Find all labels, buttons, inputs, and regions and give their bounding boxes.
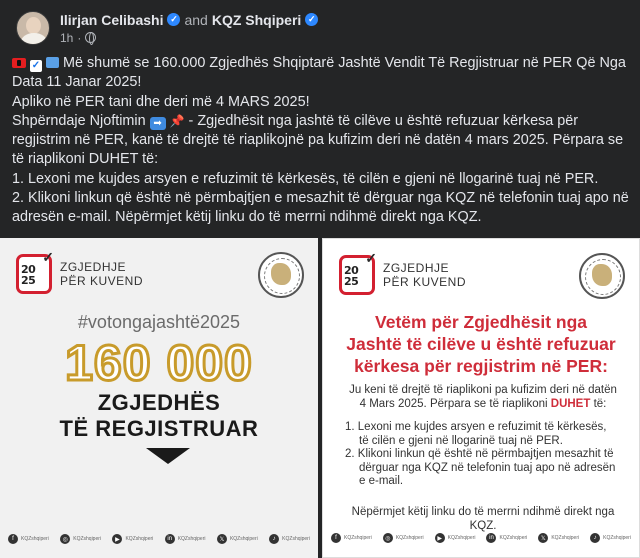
right-paragraph-1: Ju keni të drejtë të riaplikoni pa kufizim deri në datën 4 Mars 2025. Përpara se të riaplikoni DUHET të: (349, 384, 617, 410)
avatar[interactable] (16, 11, 50, 45)
linkedin-icon: in (165, 534, 175, 544)
post-line-1: Më shumë se 160.000 Zgjedhës Shqiptarë Jashtë Vendit Të Regjistruar në PER Që Nga Data 11 Janar 2025! (12, 55, 626, 91)
verified-badge-icon: ✓ (305, 13, 318, 26)
social-item: ◎ KQZshqiperi (60, 534, 101, 544)
arrow-right-icon: ➡ (150, 117, 166, 130)
logo-line-1: ZGJEDHJE (60, 260, 127, 274)
youtube-icon: ▶ (112, 534, 122, 544)
x-icon: 𝕏 (538, 533, 548, 543)
social-item: in KQZshqiperi (165, 534, 206, 544)
kqz-seal-icon (258, 252, 304, 298)
post-line-2: Apliko në PER tani dhe deri më 4 MARS 2025! (12, 93, 310, 110)
coauthor-name[interactable]: KQZ Shqiperi (211, 11, 302, 28)
post-body (12, 54, 632, 228)
share-label: Shpërndaje Njoftimin (12, 112, 146, 129)
post-item-1: 1. Lexoni me kujdes arsyen e refuzimit të kërkesës, të cilën e gjeni në llogarinë tuaj në PER. (12, 170, 599, 187)
post-images (0, 238, 640, 558)
hashtag: #votongajashtë2025 (77, 312, 241, 332)
right-title: Vetëm për Zgjedhësit nga Jashtë të cilëve u është refuzuar kërkesa për regjistrim në PER: (346, 312, 616, 376)
meta-separator: · (77, 30, 82, 45)
social-item: f KQZshqiperi (8, 534, 49, 544)
down-triangle-icon (146, 448, 190, 464)
checkbox-icon: ✓ (31, 60, 41, 71)
tiktok-icon: ♪ (590, 533, 600, 543)
verified-badge-icon: ✓ (167, 13, 180, 26)
ballot-box-icon (46, 57, 59, 68)
right-list-item: 1. Lexoni me kujdes arsyen e refuzimit të kërkesës, të cilën e gjeni në llogarinë tuaj në PER. (345, 421, 607, 447)
checkmark-icon: ✓ (42, 249, 54, 265)
social-item: f KQZshqiperi (331, 533, 372, 543)
right-paragraph-2: Nëpërmjet këtij linku do të merrni ndihmë direkt nga KQZ. (351, 506, 615, 532)
and-text: and (184, 11, 208, 28)
pushpin-icon: 📌 (169, 113, 185, 128)
tiktok-icon: ♪ (269, 534, 279, 544)
social-item: 𝕏 KQZshqiperi (217, 534, 258, 544)
election-logo: ✓ 20 25 ZGJEDHJE PËR KUVEND (339, 255, 466, 295)
author-name[interactable]: Ilirjan Celibashi (60, 11, 164, 28)
kqz-seal-icon (579, 253, 625, 299)
election-logo: ✓ 20 25 ZGJEDHJE PËR KUVEND (16, 254, 143, 294)
logo-line-1: ZGJEDHJE (383, 261, 450, 275)
subtitle-2: TË REGJISTRUAR (59, 416, 259, 441)
post-header (16, 8, 318, 48)
image-right[interactable] (322, 238, 640, 558)
social-item: ▶ KQZshqiperi (435, 533, 476, 543)
big-number: 160 000 (65, 335, 253, 391)
social-item: 𝕏 KQZshqiperi (538, 533, 579, 543)
instagram-icon: ◎ (60, 534, 70, 544)
facebook-icon: f (8, 534, 18, 544)
social-item: ♪ KQZshqiperi (590, 533, 631, 543)
social-item: ♪ KQZshqiperi (269, 534, 310, 544)
post-item-2: 2. Klikoni linkun që është në përmbajtjen e mesazhit të dërguar nga KQZ në telefonin tuaj apo në adresën e-mail. Nëpërmjet këtij linku do të merrni ndihmë direkt nga KQZ. (12, 190, 629, 226)
post-time[interactable]: 1h (60, 30, 74, 45)
post-line-3: - Zgjedhësit nga jashtë të cilëve u është refuzuar kërkesa për regjistrim në PER, kanë të drejtë të riaplikojnë pa kufizim deri në datën 4 mars 2025. Përpara se të riaplikoni DUHET të: (12, 112, 624, 168)
social-row (331, 533, 631, 543)
logo-line-2: PËR KUVEND (383, 275, 467, 289)
social-item: ▶ KQZshqiperi (112, 534, 153, 544)
subtitle-1: ZGJEDHËS (97, 390, 221, 415)
globe-icon[interactable] (85, 32, 96, 43)
albania-flag-icon (12, 58, 26, 68)
checkmark-icon: ✓ (365, 250, 377, 266)
linkedin-icon: in (486, 533, 496, 543)
social-item: in KQZshqiperi (486, 533, 527, 543)
social-row (8, 534, 310, 544)
x-icon: 𝕏 (217, 534, 227, 544)
image-left[interactable] (0, 238, 318, 558)
logo-line-2: PËR KUVEND (60, 274, 144, 288)
instagram-icon: ◎ (383, 533, 393, 543)
right-list-item: 2. Klikoni linkun që është në përmbajtjen mesazhit të dërguar nga KQZ në telefonin tuaj apo në adresën e e-mail. (345, 448, 616, 487)
social-item: ◎ KQZshqiperi (383, 533, 424, 543)
right-list (345, 421, 619, 489)
youtube-icon: ▶ (435, 533, 445, 543)
facebook-icon: f (331, 533, 341, 543)
